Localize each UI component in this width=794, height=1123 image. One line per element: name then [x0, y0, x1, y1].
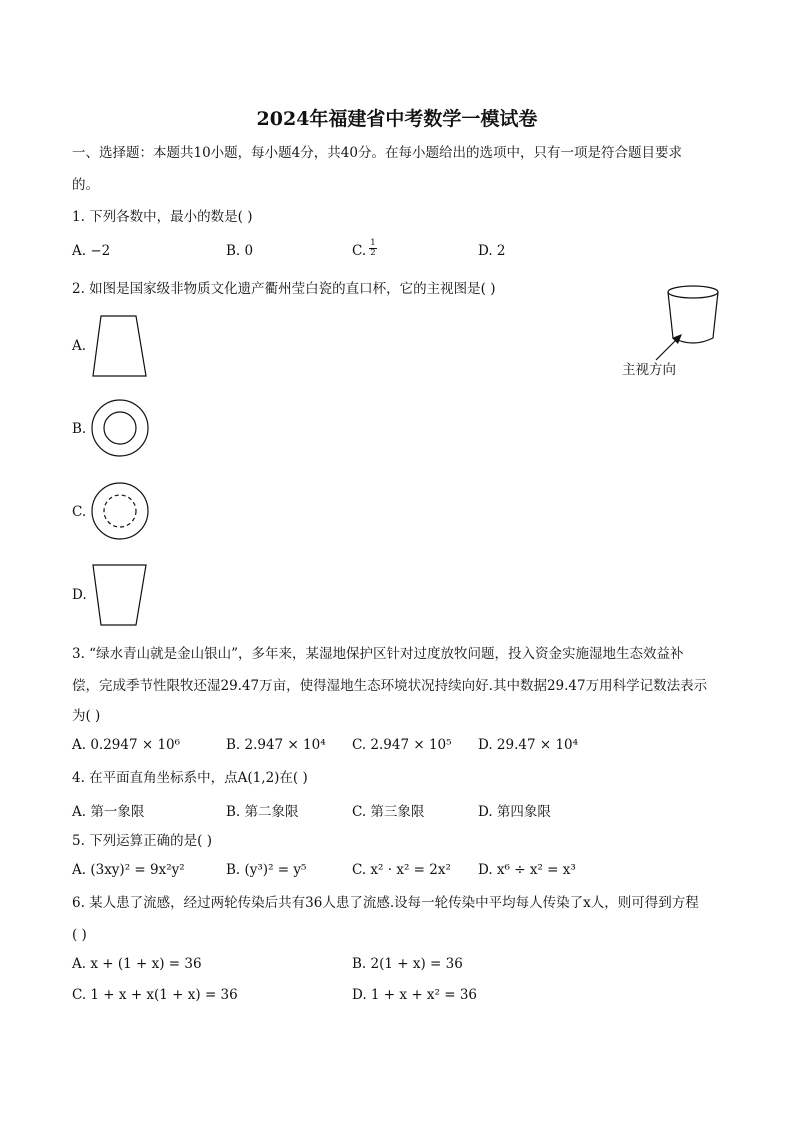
q4-option-a: A. 第一象限: [72, 804, 145, 820]
q2-option-b-label: B.: [72, 421, 87, 437]
q1-option-c: C.: [352, 243, 367, 259]
q6-option-a: A. x + (1 + x) = 36: [72, 956, 202, 972]
q2-option-c-label: C.: [72, 504, 87, 520]
q3-option-a: A. 0.2947 × 10⁶: [72, 737, 181, 753]
page-title: 2024年福建省中考数学一模试卷: [256, 108, 538, 130]
q3-option-d: D. 29.47 × 10⁴: [478, 737, 579, 753]
q3-line1: 3. “绿水青山就是金山银山”，多年来，某湿地保护区针对过度放牧问题，投入资金实施湿地生态效益补: [72, 646, 684, 662]
q4-option-b: B. 第二象限: [226, 804, 299, 820]
q2-option-d-label: D.: [72, 587, 87, 603]
section-instruction-line2: 的。: [72, 177, 99, 193]
q1-option-d: D. 2: [478, 243, 506, 259]
fraction-denominator: 2: [370, 248, 376, 258]
q1-option-c-fraction: [369, 239, 377, 258]
q6-option-d: D. 1 + x + x² = 36: [352, 987, 478, 1003]
q3-line2: 偿，完成季节性限牧还湿29.47万亩，使得湿地生态环境状况持续向好.其中数据29.47万用科学记数法表示: [72, 678, 708, 694]
q2-option-a-label: A.: [72, 338, 87, 354]
q5-option-a: A. (3xy)² = 9x²y²: [72, 862, 185, 878]
cup-rim: [668, 286, 718, 298]
q5-option-d: D. x⁶ ÷ x² = x³: [478, 862, 576, 878]
q1-stem: 1. 下列各数中，最小的数是( ): [72, 209, 253, 225]
q5-option-c: C. x² · x² = 2x²: [352, 862, 451, 878]
q2-figure-label: 主视方向: [622, 362, 676, 378]
q2-option-d-inverted-trapezoid: [90, 561, 152, 629]
view-direction-arrow-line: [656, 338, 678, 360]
q4-option-c: C. 第三象限: [352, 804, 425, 820]
fraction-numerator: 1: [370, 238, 376, 248]
q2-stem: 2. 如图是国家级非物质文化遗产衢州莹白瓷的直口杯，它的主视图是( ): [72, 281, 496, 297]
q6-line2: ( ): [72, 927, 87, 943]
q3-option-c: C. 2.947 × 10⁵: [352, 737, 452, 753]
q6-option-c: C. 1 + x + x(1 + x) = 36: [72, 987, 238, 1003]
q3-option-b: B. 2.947 × 10⁴: [226, 737, 326, 753]
q4-stem: 4. 在平面直角坐标系中，点A(1,2)在( ): [72, 770, 308, 786]
q6-line1: 6. 某人患了流感，经过两轮传染后共有36人患了流感.设每一轮传染中平均每人传染了x人，则可得到方程: [72, 895, 699, 911]
q2-option-a-trapezoid: [90, 312, 152, 380]
q5-stem: 5. 下列运算正确的是( ): [72, 833, 212, 849]
q2-option-c-rings-dashed: [90, 481, 152, 543]
q1-option-b: B. 0: [226, 243, 254, 259]
cup-body: [668, 292, 718, 343]
q1-option-a: A. −2: [72, 243, 111, 259]
q5-option-b: B. (y³)² = y⁵: [226, 862, 307, 878]
q4-option-d: D. 第四象限: [478, 804, 551, 820]
q3-line3: 为( ): [72, 708, 101, 724]
q2-option-b-rings: [90, 398, 152, 460]
section-instruction-line1: 一、选择题：本题共10小题，每小题4分，共40分。在每小题给出的选项中，只有一项是符合题目要求: [72, 145, 682, 161]
q6-option-b: B. 2(1 + x) = 36: [352, 956, 463, 972]
